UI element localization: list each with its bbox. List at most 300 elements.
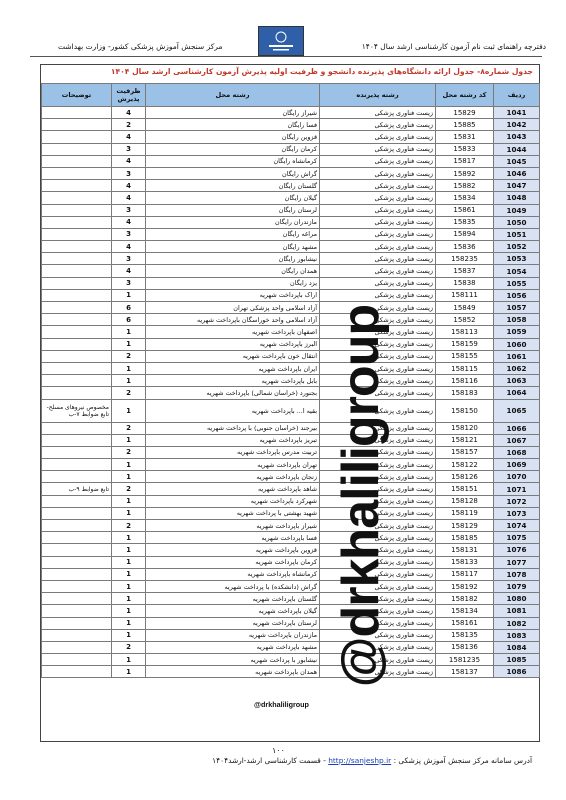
row-field: زیست فناوری پزشکی	[320, 131, 436, 143]
row-field: زیست فناوری پزشکی	[320, 629, 436, 641]
row-field: زیست فناوری پزشکی	[320, 180, 436, 192]
row-code: 15882	[436, 180, 494, 192]
table-row	[42, 666, 540, 678]
row-notes	[42, 556, 112, 568]
row-notes	[42, 520, 112, 532]
row-place: قزوین باپرداخت شهریه	[146, 544, 320, 556]
row-code: 15861	[436, 204, 494, 216]
row-code: 158161	[436, 617, 494, 629]
row-index: 1056	[494, 289, 540, 301]
row-code: 158182	[436, 593, 494, 605]
row-code: 158129	[436, 520, 494, 532]
row-field: زیست فناوری پزشکی	[320, 277, 436, 289]
row-index: 1086	[494, 666, 540, 678]
row-place: آزاد اسلامی واحد پزشکی تهران	[146, 302, 320, 314]
table-row	[42, 375, 540, 387]
row-code: 158136	[436, 641, 494, 653]
table-row	[42, 216, 540, 228]
row-index: 1077	[494, 556, 540, 568]
row-capacity: 1	[112, 532, 146, 544]
row-capacity: 1	[112, 362, 146, 374]
row-notes	[42, 434, 112, 446]
row-field: زیست فناوری پزشکی	[320, 192, 436, 204]
row-notes	[42, 204, 112, 216]
handle-stamp: @drkhaliligroup	[254, 700, 309, 709]
row-index: 1078	[494, 568, 540, 580]
header-notes: توضیحات	[42, 84, 112, 107]
row-notes	[42, 167, 112, 179]
row-notes	[42, 459, 112, 471]
table-row	[42, 119, 540, 131]
row-capacity: 1	[112, 580, 146, 592]
row-field: زیست فناوری پزشکی	[320, 265, 436, 277]
row-index: 1042	[494, 119, 540, 131]
row-notes	[42, 350, 112, 362]
row-capacity: 4	[112, 216, 146, 228]
row-field: زیست فناوری پزشکی	[320, 507, 436, 519]
table-frame	[40, 64, 540, 742]
row-field: زیست فناوری پزشکی	[320, 314, 436, 326]
table-row	[42, 155, 540, 167]
header-organization: مرکز سنجش آموزش پزشکی کشور- وزارت بهداشت	[58, 42, 223, 51]
row-notes	[42, 119, 112, 131]
row-code: 158137	[436, 666, 494, 678]
row-index: 1041	[494, 107, 540, 119]
row-code: 15837	[436, 265, 494, 277]
row-capacity: 3	[112, 228, 146, 240]
row-index: 1083	[494, 629, 540, 641]
row-capacity: 3	[112, 143, 146, 155]
row-notes	[42, 326, 112, 338]
row-code: 158128	[436, 495, 494, 507]
row-notes: تابع ضوابط ۹-ب	[42, 483, 112, 495]
row-capacity: 1	[112, 289, 146, 301]
row-field: زیست فناوری پزشکی	[320, 253, 436, 265]
row-index: 1057	[494, 302, 540, 314]
row-capacity: 4	[112, 265, 146, 277]
table-row	[42, 641, 540, 653]
row-code: 15885	[436, 119, 494, 131]
row-code: 158183	[436, 387, 494, 399]
row-notes	[42, 265, 112, 277]
row-capacity: 1	[112, 629, 146, 641]
row-code: 15892	[436, 167, 494, 179]
table-row	[42, 241, 540, 253]
row-code: 158192	[436, 580, 494, 592]
row-field: زیست فناوری پزشکی	[320, 107, 436, 119]
row-place: فسا رایگان	[146, 119, 320, 131]
row-notes: مخصوص نیروهای مسلح- تابع ضوابط ۷-ب	[42, 399, 112, 422]
table-row	[42, 544, 540, 556]
row-place: یزد رایگان	[146, 277, 320, 289]
row-field: زیست فناوری پزشکی	[320, 446, 436, 458]
row-index: 1048	[494, 192, 540, 204]
header-field: رشته پذیرنده	[320, 84, 436, 107]
header-place: رشته محل	[146, 84, 320, 107]
table-row	[42, 507, 540, 519]
row-place: شهید بهشتی با پرداخت شهریه	[146, 507, 320, 519]
header-booklet-title: دفترچه راهنمای ثبت نام آزمون کارشناسی ارشد سال ۱۴۰۴	[361, 42, 546, 51]
row-capacity: 1	[112, 399, 146, 422]
row-place: فسا باپرداخت شهریه	[146, 532, 320, 544]
row-index: 1070	[494, 471, 540, 483]
row-index: 1082	[494, 617, 540, 629]
row-index: 1085	[494, 654, 540, 666]
row-code: 158135	[436, 629, 494, 641]
row-notes	[42, 289, 112, 301]
row-place: مراغه رایگان	[146, 228, 320, 240]
table-row	[42, 228, 540, 240]
row-field: زیست فناوری پزشکی	[320, 520, 436, 532]
row-field: زیست فناوری پزشکی	[320, 119, 436, 131]
row-index: 1065	[494, 399, 540, 422]
row-capacity: 3	[112, 167, 146, 179]
row-place: کرمانشاه باپرداخت شهریه	[146, 568, 320, 580]
table-row	[42, 422, 540, 434]
table-row	[42, 471, 540, 483]
table-row	[42, 107, 540, 119]
row-capacity: 2	[112, 422, 146, 434]
row-code: 15835	[436, 216, 494, 228]
row-index: 1072	[494, 495, 540, 507]
row-code: 158119	[436, 507, 494, 519]
row-capacity: 2	[112, 119, 146, 131]
header-capacity: ظرفیت پذیرش	[112, 84, 146, 107]
row-index: 1060	[494, 338, 540, 350]
table-row	[42, 593, 540, 605]
row-code: 158235	[436, 253, 494, 265]
row-code: 158185	[436, 532, 494, 544]
row-place: ایران باپرداخت شهریه	[146, 362, 320, 374]
row-index: 1079	[494, 580, 540, 592]
footer-url-link[interactable]: http://sanjeshp.ir	[328, 756, 392, 765]
row-notes	[42, 641, 112, 653]
row-capacity: 6	[112, 302, 146, 314]
row-notes	[42, 507, 112, 519]
row-place: انتقال خون باپرداخت شهریه	[146, 350, 320, 362]
table-row	[42, 277, 540, 289]
row-index: 1076	[494, 544, 540, 556]
capacity-table	[41, 83, 540, 678]
row-code: 158111	[436, 289, 494, 301]
row-notes	[42, 495, 112, 507]
row-index: 1054	[494, 265, 540, 277]
row-index: 1068	[494, 446, 540, 458]
row-capacity: 4	[112, 107, 146, 119]
row-index: 1046	[494, 167, 540, 179]
row-place: شیراز باپرداخت شهریه	[146, 520, 320, 532]
row-capacity: 4	[112, 155, 146, 167]
row-code: 1581235	[436, 654, 494, 666]
row-capacity: 1	[112, 666, 146, 678]
row-notes	[42, 107, 112, 119]
table-row	[42, 326, 540, 338]
row-code: 15838	[436, 277, 494, 289]
row-notes	[42, 241, 112, 253]
table-row	[42, 520, 540, 532]
row-index: 1071	[494, 483, 540, 495]
row-place: تبریز باپرداخت شهریه	[146, 434, 320, 446]
row-code: 158126	[436, 471, 494, 483]
row-capacity: 1	[112, 326, 146, 338]
row-field: زیست فناوری پزشکی	[320, 155, 436, 167]
row-code: 158134	[436, 605, 494, 617]
row-place: آزاد اسلامی واحد خوراسگان باپرداخت شهریه	[146, 314, 320, 326]
row-capacity: 1	[112, 654, 146, 666]
row-index: 1080	[494, 593, 540, 605]
row-capacity: 1	[112, 459, 146, 471]
row-code: 158151	[436, 483, 494, 495]
page-header	[0, 0, 566, 62]
row-place: لرستان باپرداخت شهریه	[146, 617, 320, 629]
row-field: زیست فناوری پزشکی	[320, 544, 436, 556]
row-notes	[42, 654, 112, 666]
row-place: اصفهان باپرداخت شهریه	[146, 326, 320, 338]
page-number: ۱۰۰	[272, 746, 285, 755]
row-code: 15894	[436, 228, 494, 240]
table-row	[42, 434, 540, 446]
table-row	[42, 265, 540, 277]
row-code: 158150	[436, 399, 494, 422]
row-capacity: 3	[112, 204, 146, 216]
row-code: 158157	[436, 446, 494, 458]
row-capacity: 1	[112, 471, 146, 483]
table-row	[42, 302, 540, 314]
table-row	[42, 192, 540, 204]
table-row	[42, 556, 540, 568]
row-notes	[42, 228, 112, 240]
table-row	[42, 617, 540, 629]
row-capacity: 1	[112, 617, 146, 629]
row-index: 1084	[494, 641, 540, 653]
row-index: 1050	[494, 216, 540, 228]
row-code: 158120	[436, 422, 494, 434]
row-capacity: 4	[112, 131, 146, 143]
row-capacity: 1	[112, 593, 146, 605]
footer-address-prefix: آدرس سامانه مرکز سنجش آموزش پزشکی :	[393, 756, 532, 765]
row-index: 1047	[494, 180, 540, 192]
row-place: گیلان باپرداخت شهریه	[146, 605, 320, 617]
row-index: 1069	[494, 459, 540, 471]
row-capacity: 2	[112, 520, 146, 532]
table-row	[42, 289, 540, 301]
row-field: زیست فناوری پزشکی	[320, 459, 436, 471]
row-field: زیست فناوری پزشکی	[320, 422, 436, 434]
row-place: نیشابور با پرداخت شهریه	[146, 654, 320, 666]
row-place: مشهد باپرداخت شهریه	[146, 641, 320, 653]
row-place: کرمان رایگان	[146, 143, 320, 155]
row-notes	[42, 568, 112, 580]
row-notes	[42, 180, 112, 192]
row-place: بابل باپرداخت شهریه	[146, 375, 320, 387]
row-notes	[42, 216, 112, 228]
table-row	[42, 459, 540, 471]
row-field: زیست فناوری پزشکی	[320, 204, 436, 216]
row-capacity: 1	[112, 568, 146, 580]
row-notes	[42, 362, 112, 374]
row-place: همدان باپرداخت شهریه	[146, 666, 320, 678]
row-notes	[42, 192, 112, 204]
row-capacity: 1	[112, 507, 146, 519]
row-place: زنجان باپرداخت شهریه	[146, 471, 320, 483]
row-field: زیست فناوری پزشکی	[320, 483, 436, 495]
row-code: 15833	[436, 143, 494, 155]
row-capacity: 1	[112, 375, 146, 387]
row-notes	[42, 629, 112, 641]
row-notes	[42, 593, 112, 605]
row-notes	[42, 375, 112, 387]
row-index: 1073	[494, 507, 540, 519]
row-capacity: 1	[112, 495, 146, 507]
row-index: 1045	[494, 155, 540, 167]
table-row	[42, 314, 540, 326]
row-place: گراش (دانشکده) با پرداخت شهریه	[146, 580, 320, 592]
row-field: زیست فناوری پزشکی	[320, 338, 436, 350]
table-row	[42, 629, 540, 641]
row-notes	[42, 666, 112, 678]
row-capacity: 2	[112, 483, 146, 495]
row-place: البرز باپرداخت شهریه	[146, 338, 320, 350]
row-code: 158122	[436, 459, 494, 471]
row-capacity: 2	[112, 387, 146, 399]
row-place: گلستان باپرداخت شهریه	[146, 593, 320, 605]
row-capacity: 1	[112, 338, 146, 350]
row-index: 1049	[494, 204, 540, 216]
table-row	[42, 143, 540, 155]
row-notes	[42, 422, 112, 434]
row-code: 158133	[436, 556, 494, 568]
row-notes	[42, 253, 112, 265]
watermark	[322, 246, 400, 746]
row-field: زیست فناوری پزشکی	[320, 605, 436, 617]
table-body	[42, 107, 540, 678]
row-field: زیست فناوری پزشکی	[320, 143, 436, 155]
row-field: زیست فناوری پزشکی	[320, 666, 436, 678]
row-field: زیست فناوری پزشکی	[320, 532, 436, 544]
footer-address	[212, 756, 532, 765]
row-index: 1055	[494, 277, 540, 289]
row-place: بقیه ا... باپرداخت شهریه	[146, 399, 320, 422]
table-title: جدول شماره۸- جدول ارائه دانشگاه‌های پذیرنده دانشجو و ظرفیت اولیه پذیرش آزمون کارشناسی ارشد سال ۱۴۰۴	[110, 67, 533, 76]
row-index: 1061	[494, 350, 540, 362]
row-capacity: 3	[112, 253, 146, 265]
row-field: زیست فناوری پزشکی	[320, 641, 436, 653]
table-row	[42, 580, 540, 592]
row-capacity: 4	[112, 180, 146, 192]
row-place: تهران باپرداخت شهریه	[146, 459, 320, 471]
row-field: زیست فناوری پزشکی	[320, 289, 436, 301]
table-row	[42, 495, 540, 507]
row-notes	[42, 143, 112, 155]
row-notes	[42, 471, 112, 483]
row-field: زیست فناوری پزشکی	[320, 387, 436, 399]
row-index: 1062	[494, 362, 540, 374]
row-notes	[42, 131, 112, 143]
row-field: زیست فناوری پزشکی	[320, 241, 436, 253]
row-field: زیست فناوری پزشکی	[320, 302, 436, 314]
row-place: گراش رایگان	[146, 167, 320, 179]
row-place: گلستان رایگان	[146, 180, 320, 192]
row-field: زیست فناوری پزشکی	[320, 326, 436, 338]
table-row	[42, 362, 540, 374]
row-place: اراک باپرداخت شهریه	[146, 289, 320, 301]
row-capacity: 3	[112, 277, 146, 289]
row-field: زیست فناوری پزشکی	[320, 654, 436, 666]
row-index: 1081	[494, 605, 540, 617]
row-notes	[42, 544, 112, 556]
row-index: 1059	[494, 326, 540, 338]
row-index: 1051	[494, 228, 540, 240]
table-row	[42, 399, 540, 422]
row-field: زیست فناوری پزشکی	[320, 617, 436, 629]
row-notes	[42, 302, 112, 314]
row-field: زیست فناوری پزشکی	[320, 350, 436, 362]
header-code: کد رشته محل	[436, 84, 494, 107]
row-code: 158159	[436, 338, 494, 350]
row-notes	[42, 277, 112, 289]
table-row	[42, 131, 540, 143]
row-place: مشهد رایگان	[146, 241, 320, 253]
row-capacity: 4	[112, 192, 146, 204]
row-place: بجنورد (خراسان شمالی) باپرداخت شهریه	[146, 387, 320, 399]
header-divider	[30, 56, 542, 57]
row-code: 158115	[436, 362, 494, 374]
row-field: زیست فناوری پزشکی	[320, 228, 436, 240]
row-capacity: 1	[112, 556, 146, 568]
row-field: زیست فناوری پزشکی	[320, 580, 436, 592]
row-place: بیرجند (خراسان جنوبی) با پرداخت شهریه	[146, 422, 320, 434]
row-code: 15834	[436, 192, 494, 204]
row-capacity: 6	[112, 314, 146, 326]
row-place: مازندران رایگان	[146, 216, 320, 228]
row-index: 1064	[494, 387, 540, 399]
row-notes	[42, 605, 112, 617]
row-field: زیست فناوری پزشکی	[320, 216, 436, 228]
table-row	[42, 568, 540, 580]
row-place: کرمان باپرداخت شهریه	[146, 556, 320, 568]
footer-address-suffix: - قسمت کارشناسی ارشد-ارشد۱۴۰۴	[212, 756, 326, 765]
row-notes	[42, 580, 112, 592]
row-code: 15852	[436, 314, 494, 326]
row-place: لرستان رایگان	[146, 204, 320, 216]
row-index: 1066	[494, 422, 540, 434]
page-footer	[0, 740, 566, 800]
table-row	[42, 253, 540, 265]
row-code: 15849	[436, 302, 494, 314]
row-index: 1053	[494, 253, 540, 265]
row-capacity: 4	[112, 241, 146, 253]
row-capacity: 1	[112, 605, 146, 617]
row-notes	[42, 617, 112, 629]
row-notes	[42, 532, 112, 544]
table-row	[42, 350, 540, 362]
row-index: 1067	[494, 434, 540, 446]
row-capacity: 2	[112, 350, 146, 362]
row-index: 1044	[494, 143, 540, 155]
row-index: 1058	[494, 314, 540, 326]
row-code: 15836	[436, 241, 494, 253]
row-field: زیست فناوری پزشکی	[320, 556, 436, 568]
row-code: 158116	[436, 375, 494, 387]
row-place: کرمانشاه رایگان	[146, 155, 320, 167]
table-row	[42, 167, 540, 179]
row-index: 1075	[494, 532, 540, 544]
row-place: مازندران باپرداخت شهریه	[146, 629, 320, 641]
row-place: شاهد باپرداخت شهریه	[146, 483, 320, 495]
row-place: قزوین رایگان	[146, 131, 320, 143]
row-capacity: 1	[112, 544, 146, 556]
row-index: 1043	[494, 131, 540, 143]
